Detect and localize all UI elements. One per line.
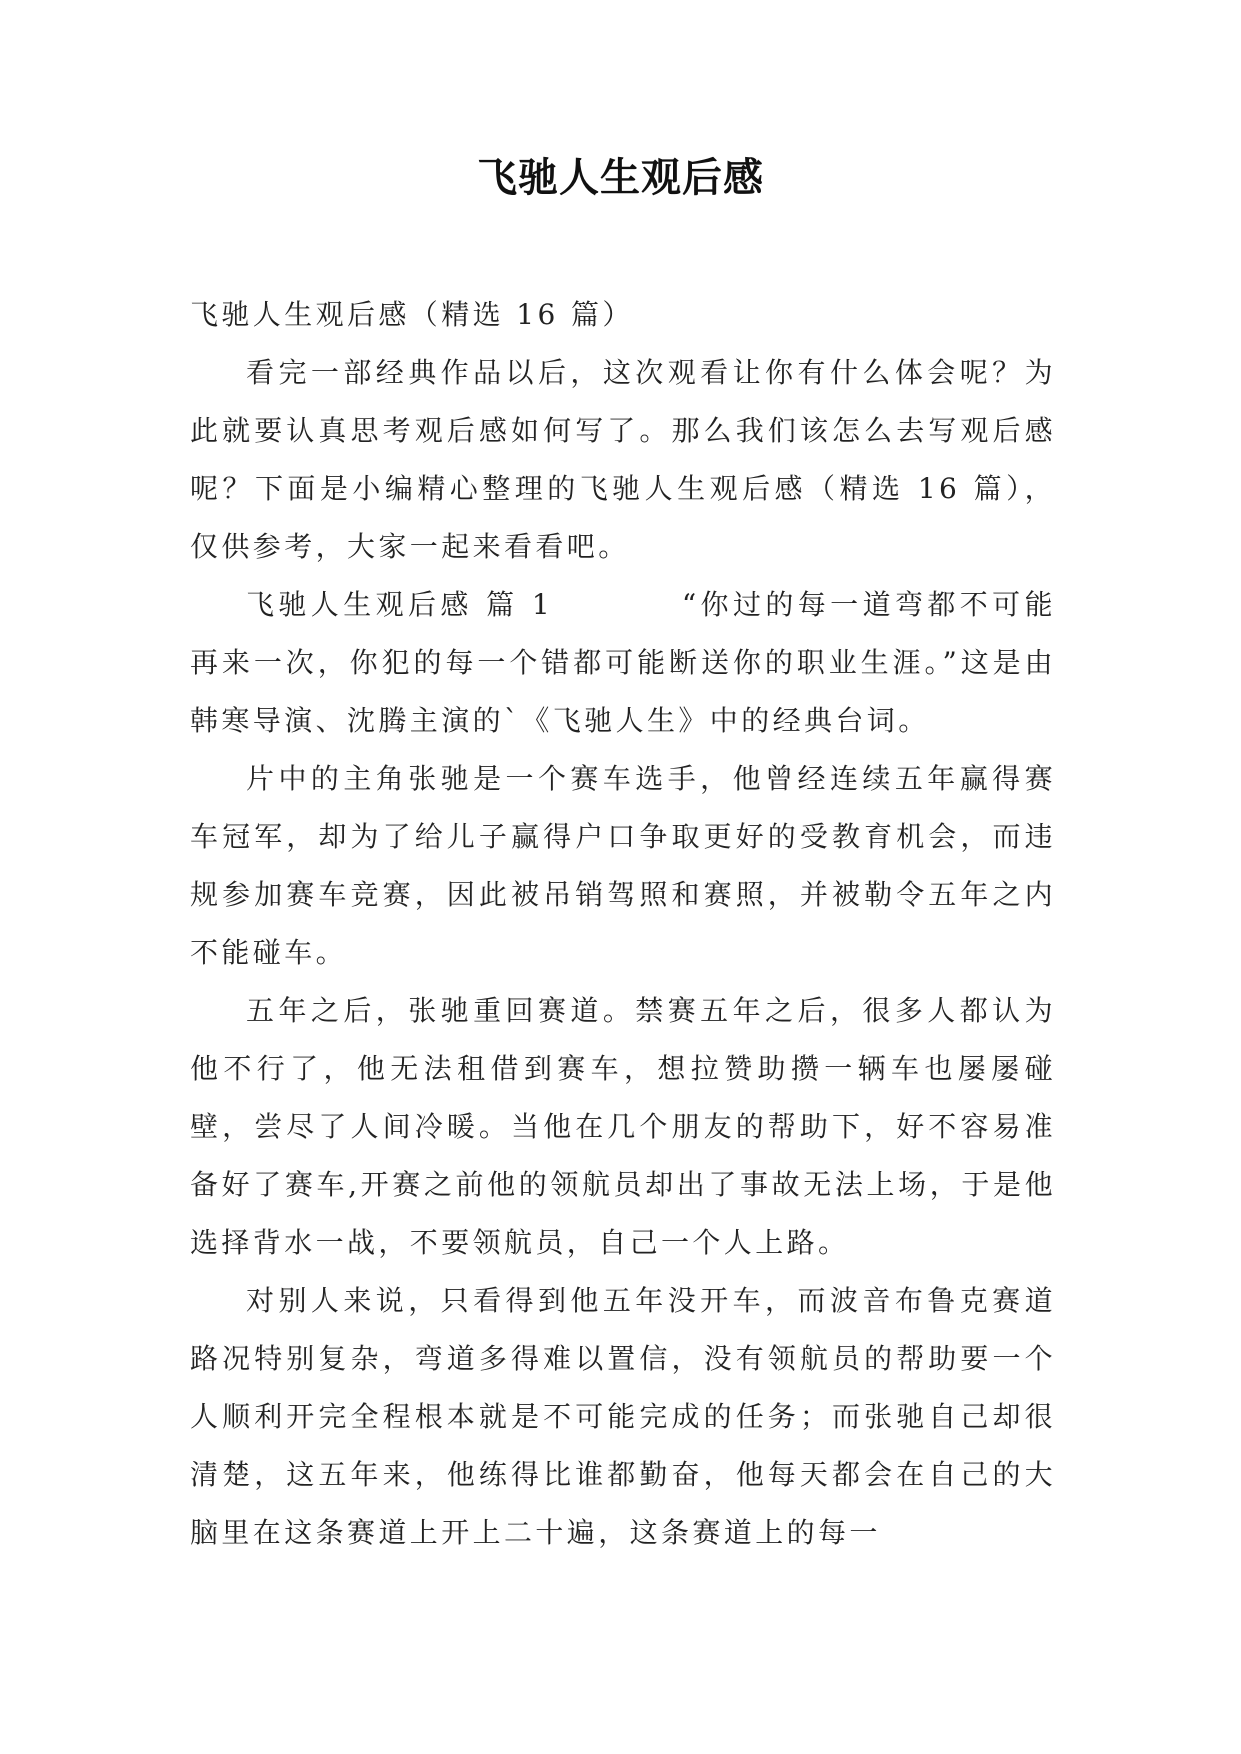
section-heading: 飞驰人生观后感 篇 1 [246, 588, 554, 621]
intro-paragraph: 看完一部经典作品以后，这次观看让你有什么体会呢？为此就要认真思考观后感如何写了。那么我们该怎么去写观后感呢？下面是小编精心整理的飞驰人生观后感（精选 16 篇），仅供参考，大家一起来看看吧。 [190, 356, 1056, 563]
document-subtitle: 飞驰人生观后感（精选 16 篇） [190, 298, 634, 331]
section-first-text: “你过的每一道弯都不可能再来一次，你犯的每一个错都可能断送你的职业生涯。”这是由韩寒导演、沈腾主演的`《飞驰人生》中的经典台词。 [190, 588, 1056, 737]
body-paragraph: 片中的主角张驰是一个赛车选手，他曾经连续五年赢得赛车冠军，却为了给儿子赢得户口争取更好的受教育机会，而违规参加赛车竞赛，因此被吊销驾照和赛照，并被勒令五年之内不能碰车。 [190, 762, 1056, 969]
document-body [190, 286, 1056, 1562]
body-paragraph: 对别人来说，只看得到他五年没开车，而波音布鲁克赛道路况特别复杂，弯道多得难以置信，没有领航员的帮助要一个人顺利开完全程根本就是不可能完成的任务；而张驰自己却很清楚，这五年来，他练得比谁都勤奋，他每天都会在自己的大脑里在这条赛道上开上二十遍，这条赛道上的每一 [190, 1284, 1056, 1549]
body-paragraph: 五年之后，张驰重回赛道。禁赛五年之后，很多人都认为他不行了，他无法租借到赛车，想拉赞助攒一辆车也屡屡碰壁，尝尽了人间冷暖。当他在几个朋友的帮助下，好不容易准备好了赛车,开赛之前他的领航员却出了事故无法上场，于是他选择背水一战，不要领航员，自己一个人上路。 [190, 994, 1056, 1259]
section-paragraph [190, 576, 1056, 750]
document-title: 飞驰人生观后感 [477, 154, 764, 201]
